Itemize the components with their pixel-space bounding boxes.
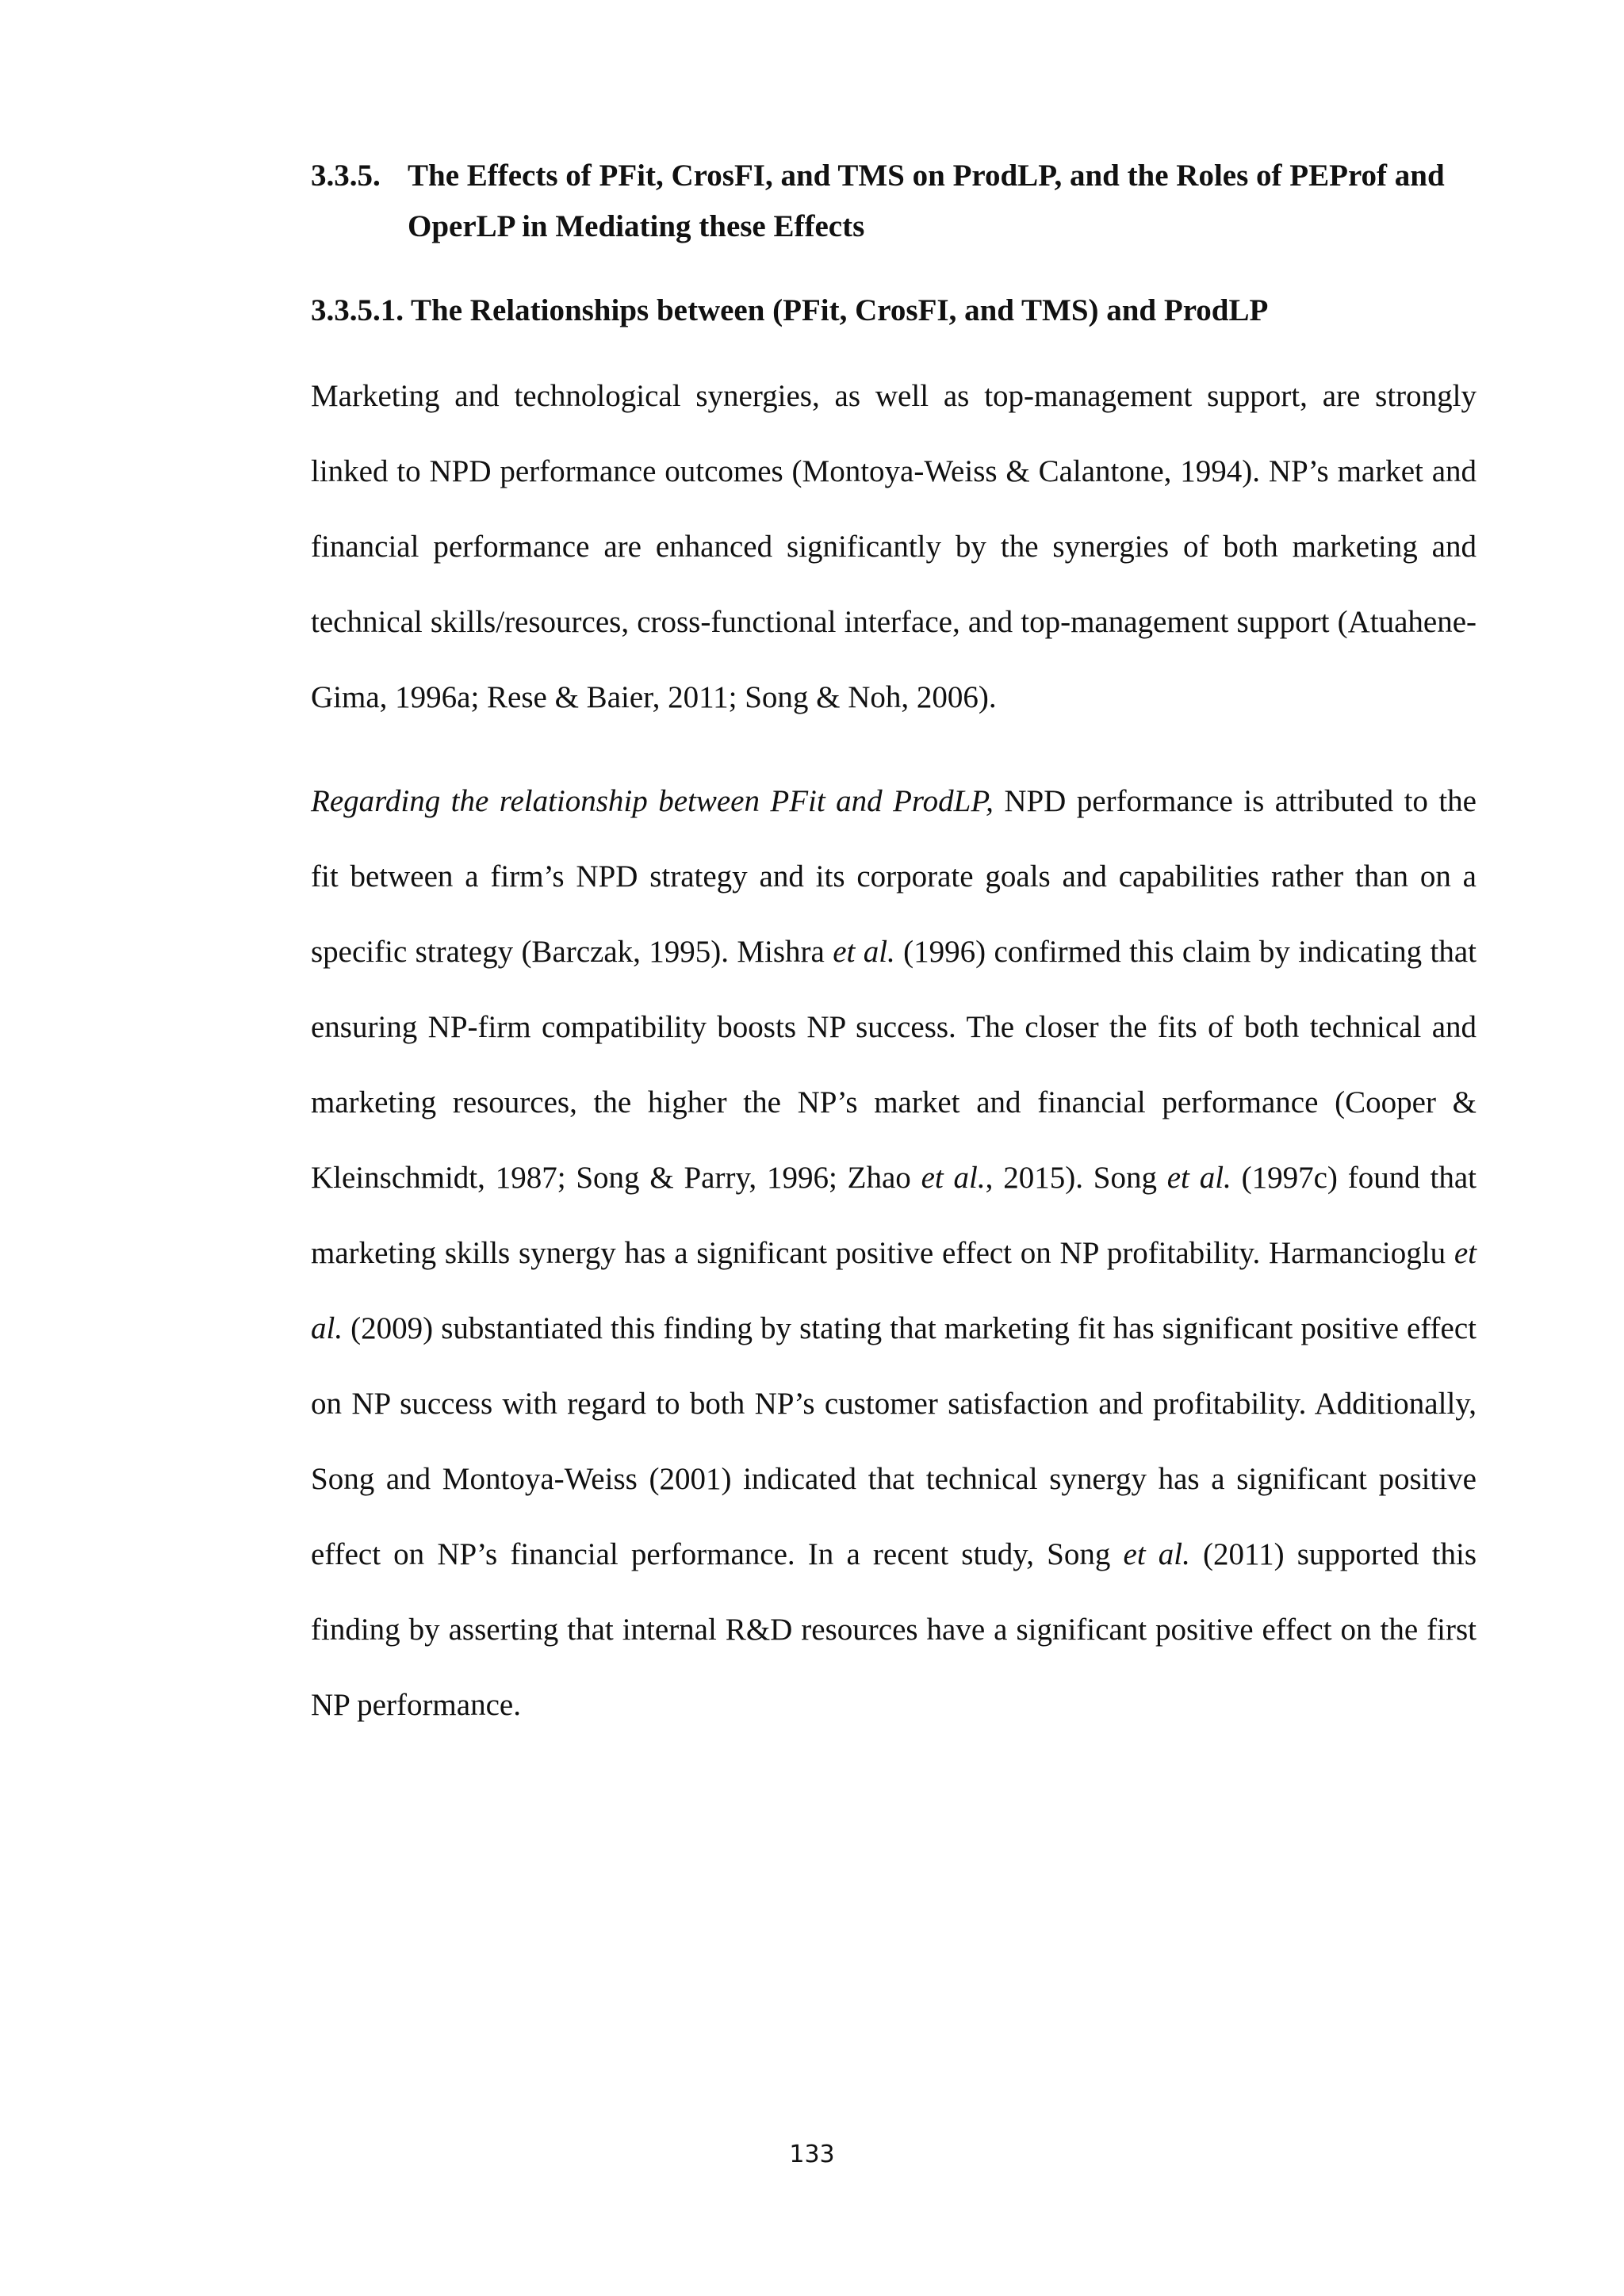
text-run: (2009) substantiated this finding by stating that marketing fit has significant positive effect on NP success with regard to both NP’s customer satisfaction and profitability. Additionally, Song and Montoya-Weiss (2001) indicated that technical synergy has a significant positive effect on NP’s financial performance. In a recent study, Song	[311, 1311, 1477, 1571]
page-number: 133	[789, 2141, 835, 2168]
section-heading	[311, 151, 1477, 252]
italic-lead-in: Regarding the relationship between PFit and ProdLP,	[311, 784, 994, 818]
text-run: (2011) supported this finding by asserting that internal R&D resources have a significant positive effect on the first NP performance.	[311, 1537, 1477, 1722]
paragraph-synergies: Marketing and technological synergies, as well as top-management support, are strongly linked to NPD performance outcomes (Montoya-Weiss & Calantone, 1994). NP’s market and financial performance are enhanced significantly by the synergies of both marketing and technical skills/resources, cross-functional interface, and top-management support (Atuahene-Gima, 1996a; Rese & Baier, 2011; Song & Noh, 2006).	[311, 379, 1477, 714]
page-content	[311, 151, 1477, 1743]
text-run: NPD performance is attributed to the fit between a firm’s NPD strategy and its corporate goals and capabilities rather than on a specific strategy (Barczak, 1995). Mishra	[311, 784, 1477, 969]
text-run: , 2015). Song	[985, 1161, 1167, 1195]
italic-citation: et al.	[311, 1236, 1477, 1345]
italic-citation: et al.	[1166, 1161, 1231, 1195]
section-title: The Effects of PFit, CrosFI, and TMS on ProdLP, and the Roles of PEProf and OperLP in Mediating these Effects	[408, 159, 1445, 243]
italic-citation: et al.	[1123, 1537, 1190, 1571]
italic-citation: et al.	[833, 935, 895, 969]
section-number: 3.3.5.	[311, 159, 381, 193]
italic-citation: et al.	[921, 1161, 986, 1195]
text-run: (1997c) found that marketing skills synergy has a significant positive effect on NP profitability. Harmancioglu	[311, 1161, 1477, 1270]
subsection-heading: 3.3.5.1. The Relationships between (PFit, CrosFI, and TMS) and ProdLP	[311, 293, 1269, 327]
text-run: (1996) confirmed this claim by indicating that ensuring NP-firm compatibility boosts NP success. The closer the fits of both technical and marketing resources, the higher the NP’s market and financial performance (Cooper & Kleinschmidt, 1987; Song & Parry, 1996; Zhao	[311, 935, 1477, 1195]
paragraph-pfit-prodlp	[311, 763, 1477, 1743]
